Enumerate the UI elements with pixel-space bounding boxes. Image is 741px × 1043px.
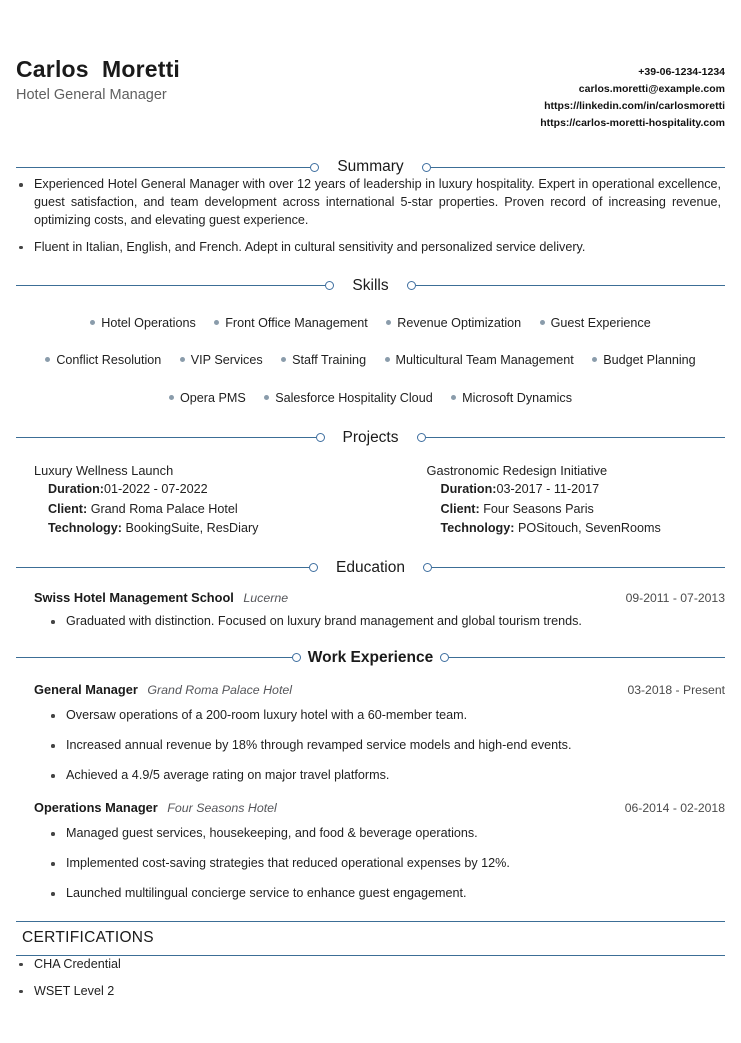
ring-icon bbox=[310, 163, 319, 172]
divider-line-right bbox=[431, 167, 725, 168]
skills-list bbox=[16, 313, 725, 409]
list-item: Implemented cost-saving strategies that reduced operational expenses by 12%. bbox=[48, 855, 725, 873]
skill-label: Conflict Resolution bbox=[56, 353, 162, 368]
skills-row bbox=[16, 350, 725, 371]
skill-chip bbox=[45, 352, 161, 368]
project-technology-value: POSitouch, SevenRooms bbox=[517, 521, 661, 536]
divider-line-left bbox=[16, 567, 309, 568]
section-header-experience bbox=[16, 649, 725, 667]
section-header-projects bbox=[16, 429, 725, 447]
list-item: Achieved a 4.9/5 average rating on major travel platforms. bbox=[48, 767, 725, 785]
ring-icon bbox=[440, 653, 449, 662]
skill-chip bbox=[386, 315, 521, 331]
education-dates: 09-2011 - 07-2013 bbox=[625, 590, 725, 605]
divider-line-left bbox=[16, 657, 292, 658]
bullet-dot-icon bbox=[169, 395, 174, 400]
section-title-certifications: CERTIFICATIONS bbox=[22, 928, 154, 946]
skill-chip bbox=[214, 315, 368, 331]
skill-label: Revenue Optimization bbox=[397, 315, 522, 330]
project-client-value: Four Seasons Paris bbox=[483, 501, 594, 516]
list-item: Experienced Hotel General Manager with over 12 years of leadership in luxury hospitality. Expert in operational excellence, guest satisfaction, and team development across international 5-star properties. Proven record of increasing revenue, optimizing costs, and elevating guest experience. bbox=[16, 176, 725, 230]
skill-label: Microsoft Dynamics bbox=[462, 391, 573, 406]
ring-icon bbox=[316, 433, 325, 442]
experience-dates: 06-2014 - 02-2018 bbox=[624, 800, 725, 815]
list-item: WSET Level 2 bbox=[16, 983, 725, 1001]
projects-list bbox=[16, 461, 725, 539]
ring-icon bbox=[407, 281, 416, 290]
ring-icon bbox=[417, 433, 426, 442]
skill-label: Staff Training bbox=[292, 353, 367, 368]
bullet-dot-icon bbox=[540, 320, 545, 325]
ring-icon bbox=[423, 563, 432, 572]
bullet-dot-icon bbox=[214, 320, 219, 325]
bullet-dot-icon bbox=[592, 357, 597, 362]
education-bullets bbox=[34, 613, 725, 631]
skill-label: Guest Experience bbox=[550, 315, 651, 330]
education-entry bbox=[16, 589, 725, 631]
project-duration-label: Duration: bbox=[48, 482, 104, 497]
project-client-value: Grand Roma Palace Hotel bbox=[90, 501, 238, 516]
summary-list bbox=[16, 176, 725, 257]
job-company: Four Seasons Hotel bbox=[167, 800, 277, 815]
bullet-dot-icon bbox=[264, 395, 269, 400]
list-item: Fluent in Italian, English, and French. Adept in cultural sensitivity and personalized service delivery. bbox=[16, 239, 725, 257]
skill-chip bbox=[592, 352, 695, 368]
education-entry-title bbox=[34, 589, 288, 607]
skill-label: Budget Planning bbox=[603, 353, 696, 368]
project-client bbox=[34, 500, 371, 520]
project-client bbox=[427, 500, 726, 520]
bullet-dot-icon bbox=[45, 357, 50, 362]
experience-entry-header bbox=[34, 681, 725, 699]
project-technology-label: Technology: bbox=[440, 521, 515, 536]
project-duration-label: Duration: bbox=[440, 482, 497, 497]
section-title-experience: Work Experience bbox=[307, 648, 434, 666]
identity-block bbox=[16, 56, 180, 105]
experience-entry bbox=[16, 681, 725, 785]
resume-header bbox=[16, 0, 725, 132]
skill-chip bbox=[281, 352, 366, 368]
skills-row bbox=[16, 388, 725, 409]
certifications-list bbox=[16, 956, 725, 1001]
experience-bullets bbox=[34, 707, 725, 785]
ring-icon bbox=[292, 653, 301, 662]
experience-entry-title bbox=[34, 799, 277, 817]
section-title-summary: Summary bbox=[337, 158, 404, 175]
project-name: Luxury Wellness Launch bbox=[34, 462, 174, 478]
education-entry-header bbox=[34, 589, 725, 607]
candidate-job-title: Hotel General Manager bbox=[16, 87, 167, 104]
bullet-dot-icon bbox=[386, 320, 391, 325]
project-technology bbox=[427, 519, 726, 539]
list-item: Oversaw operations of a 200-room luxury hotel with a 60-member team. bbox=[48, 707, 725, 725]
contact-phone: +39-06-1234-1234 bbox=[638, 66, 725, 78]
skill-chip bbox=[264, 390, 433, 406]
experience-entry-header bbox=[34, 799, 725, 817]
section-title-projects: Projects bbox=[342, 428, 399, 446]
skill-label: Multicultural Team Management bbox=[395, 353, 574, 368]
ring-icon bbox=[309, 563, 318, 572]
section-title-skills: Skills bbox=[352, 276, 389, 294]
section-title-education: Education bbox=[336, 558, 405, 576]
school-location: Lucerne bbox=[243, 590, 289, 605]
list-item: Managed guest services, housekeeping, and food & beverage operations. bbox=[48, 825, 725, 843]
project-client-label: Client: bbox=[48, 501, 88, 516]
candidate-name: Carlos Moretti bbox=[16, 56, 181, 82]
divider-line-right bbox=[426, 437, 726, 438]
job-role: Operations Manager bbox=[34, 799, 158, 815]
project-name: Gastronomic Redesign Initiative bbox=[426, 462, 608, 478]
ring-icon bbox=[325, 281, 334, 290]
project-item bbox=[16, 461, 371, 539]
project-technology bbox=[34, 519, 371, 539]
skill-label: Front Office Management bbox=[225, 315, 368, 330]
project-duration-value: 03-2017 - 11-2017 bbox=[496, 482, 600, 497]
list-item: Launched multilingual concierge service to enhance guest engagement. bbox=[48, 885, 725, 903]
project-duration bbox=[427, 480, 726, 500]
project-item bbox=[371, 461, 726, 539]
divider-line-right bbox=[416, 285, 725, 286]
list-item: Graduated with distinction. Focused on luxury brand management and global tourism trends. bbox=[48, 613, 725, 631]
list-item: CHA Credential bbox=[16, 956, 725, 974]
skill-chip bbox=[540, 315, 651, 331]
skill-chip bbox=[180, 352, 263, 368]
experience-bullets bbox=[34, 825, 725, 903]
section-header-skills bbox=[16, 277, 725, 295]
skill-label: Salesforce Hospitality Cloud bbox=[275, 391, 433, 406]
divider-line-left bbox=[16, 285, 325, 286]
certifications-section bbox=[16, 921, 725, 1001]
job-company: Grand Roma Palace Hotel bbox=[147, 682, 293, 697]
contact-email[interactable]: carlos.moretti@example.com bbox=[578, 83, 725, 95]
section-header-summary bbox=[16, 158, 725, 176]
project-client-label: Client: bbox=[440, 501, 480, 516]
job-role: General Manager bbox=[34, 681, 138, 697]
project-technology-value: BookingSuite, ResDiary bbox=[125, 521, 259, 536]
skill-chip bbox=[169, 390, 246, 406]
contact-website[interactable]: https://carlos-moretti-hospitality.com bbox=[540, 117, 725, 129]
skill-chip bbox=[90, 315, 196, 331]
skill-label: Hotel Operations bbox=[101, 315, 196, 330]
project-duration-value: 01-2022 - 07-2022 bbox=[103, 482, 208, 497]
ring-icon bbox=[422, 163, 431, 172]
skill-chip bbox=[385, 352, 574, 368]
contact-block bbox=[540, 56, 725, 132]
contact-linkedin[interactable]: https://linkedin.com/in/carlosmoretti bbox=[544, 100, 725, 112]
divider-line-right bbox=[449, 657, 725, 658]
project-duration bbox=[34, 480, 371, 500]
bullet-dot-icon bbox=[385, 357, 390, 362]
list-item: Increased annual revenue by 18% through revamped service models and high-end events. bbox=[48, 737, 725, 755]
skill-chip bbox=[451, 390, 572, 406]
divider-line-left bbox=[16, 437, 316, 438]
experience-dates: 03-2018 - Present bbox=[627, 682, 725, 697]
skills-row bbox=[16, 313, 725, 334]
divider-line-left bbox=[16, 167, 310, 168]
skill-label: VIP Services bbox=[190, 353, 263, 368]
skill-label: Opera PMS bbox=[179, 391, 246, 406]
bullet-dot-icon bbox=[281, 357, 286, 362]
bullet-dot-icon bbox=[180, 357, 185, 362]
school-name: Swiss Hotel Management School bbox=[34, 589, 234, 605]
divider-line-right bbox=[432, 567, 725, 568]
experience-entry-title bbox=[34, 681, 292, 699]
section-header-education bbox=[16, 559, 725, 577]
bullet-dot-icon bbox=[90, 320, 95, 325]
experience-entry bbox=[16, 799, 725, 903]
project-technology-label: Technology: bbox=[48, 521, 122, 536]
bullet-dot-icon bbox=[451, 395, 456, 400]
